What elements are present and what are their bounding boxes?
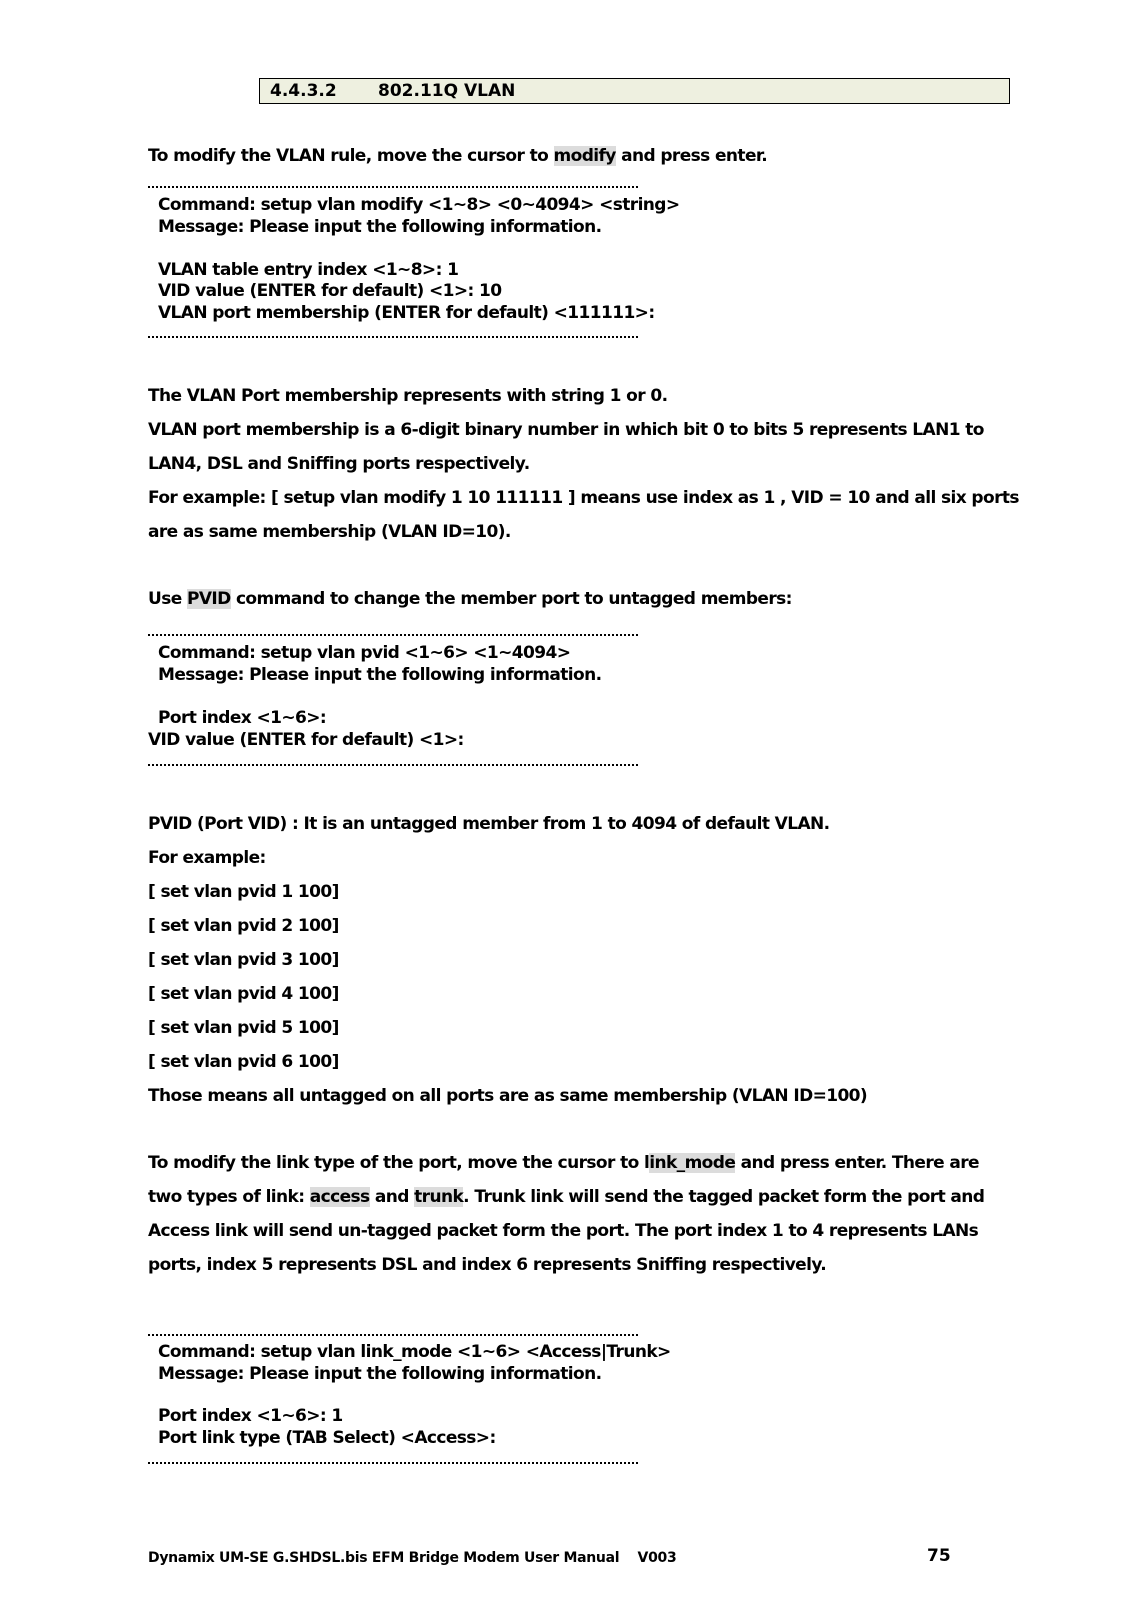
- intro-text-end: and press enter.: [615, 146, 768, 166]
- paragraph-line: Those means all untagged on all ports are as same membership (VLAN ID=100): [148, 1086, 868, 1106]
- linkmode-text-end: . Trunk link will send the tagged packet form the port and: [463, 1187, 985, 1207]
- cmd-line: Command: setup vlan modify <1~8> <0~4094> <string>: [158, 195, 680, 215]
- prompt-line: Port link type (TAB Select) <Access>:: [158, 1428, 496, 1448]
- msg-line: Message: Please input the following information.: [158, 665, 602, 685]
- prompt-line: VID value (ENTER for default) <1>:: [148, 730, 464, 750]
- pvid-intro-line: [148, 589, 792, 609]
- prompt-line: Port index <1~6>:: [158, 708, 327, 728]
- prompt-line: VID value (ENTER for default) <1>: 10: [158, 281, 502, 301]
- footer-text: Dynamix UM-SE G.SHDSL.bis EFM Bridge Modem User Manual V003: [148, 1550, 677, 1566]
- separator: [148, 634, 638, 636]
- paragraph-line: For example: [ setup vlan modify 1 10 111111 ] means use index as 1 , VID = 10 and all six ports: [148, 488, 1019, 508]
- msg-line: Message: Please input the following information.: [158, 1364, 602, 1384]
- paragraph-line: For example:: [148, 848, 266, 868]
- linkmode-text: To modify the link type of the port, move the cursor to l: [148, 1153, 650, 1173]
- link-mode-keyword: ink_mode: [649, 1153, 736, 1173]
- section-heading: [259, 78, 1010, 104]
- cmd-line: Command: setup vlan link_mode <1~6> <Access|Trunk>: [158, 1342, 671, 1362]
- paragraph-line: PVID (Port VID) : It is an untagged member from 1 to 4094 of default VLAN.: [148, 814, 830, 834]
- example-line: [ set vlan pvid 2 100]: [148, 916, 339, 936]
- separator: [148, 186, 638, 188]
- paragraph-line: LAN4, DSL and Sniffing ports respectively.: [148, 454, 530, 474]
- linkmode-text-end: and press enter. There are: [735, 1153, 979, 1173]
- prompt-line: Port index <1~6>: 1: [158, 1406, 343, 1426]
- paragraph-line: Access link will send un-tagged packet form the port. The port index 1 to 4 represents LANs: [148, 1221, 979, 1241]
- separator: [148, 1462, 638, 1464]
- example-line: [ set vlan pvid 6 100]: [148, 1052, 339, 1072]
- paragraph-line: The VLAN Port membership represents with string 1 or 0.: [148, 386, 668, 406]
- section-number: 4.4.3.2: [270, 81, 337, 101]
- paragraph-line: are as same membership (VLAN ID=10).: [148, 522, 511, 542]
- separator: [148, 336, 638, 338]
- msg-line: Message: Please input the following information.: [158, 217, 602, 237]
- pvid-intro-text-end: command to change the member port to untagged members:: [230, 589, 792, 609]
- prompt-line: VLAN port membership (ENTER for default) <111111>:: [158, 303, 655, 323]
- section-title: 802.11Q VLAN: [378, 81, 516, 101]
- example-line: [ set vlan pvid 4 100]: [148, 984, 339, 1004]
- trunk-keyword: trunk: [414, 1187, 464, 1207]
- linkmode-line: [148, 1153, 979, 1173]
- intro-line: [148, 146, 767, 166]
- separator: [148, 1334, 638, 1336]
- separator: [148, 764, 638, 766]
- modify-keyword: modify: [553, 146, 616, 166]
- prompt-line: VLAN table entry index <1~8>: 1: [158, 260, 459, 280]
- pvid-intro-text: Use: [148, 589, 187, 609]
- paragraph-line: VLAN port membership is a 6-digit binary number in which bit 0 to bits 5 represents LAN1 to: [148, 420, 984, 440]
- paragraph-line: ports, index 5 represents DSL and index 6 represents Sniffing respectively.: [148, 1255, 827, 1275]
- intro-text: To modify the VLAN rule, move the cursor to: [148, 146, 554, 166]
- page-number: 75: [927, 1546, 951, 1566]
- example-line: [ set vlan pvid 1 100]: [148, 882, 339, 902]
- example-line: [ set vlan pvid 5 100]: [148, 1018, 339, 1038]
- pvid-keyword: PVID: [186, 589, 231, 609]
- linkmode-text: and: [369, 1187, 415, 1207]
- cmd-line: Command: setup vlan pvid <1~6> <1~4094>: [158, 643, 571, 663]
- access-keyword: access: [309, 1187, 370, 1207]
- linkmode-text: two types of link:: [148, 1187, 310, 1207]
- example-line: [ set vlan pvid 3 100]: [148, 950, 339, 970]
- linkmode-line: [148, 1187, 984, 1207]
